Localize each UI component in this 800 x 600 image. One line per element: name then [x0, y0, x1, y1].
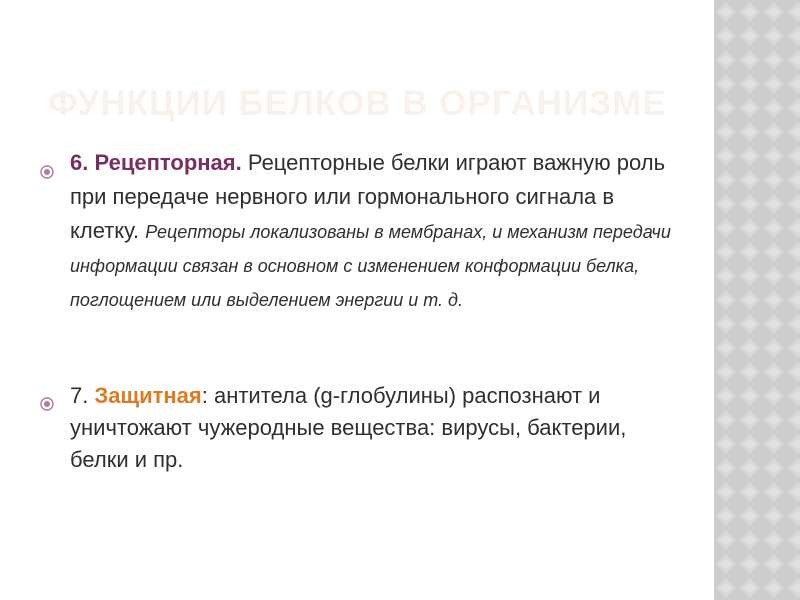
- item-keyword: Защитная: [94, 383, 202, 408]
- item-text: : антитела (g-глобулины) распознают и уничтожают чужеродные вещества: вирусы, бактерии, белки и пр.: [70, 383, 627, 472]
- circle-bullet-icon: [40, 387, 54, 401]
- item-number: 6.: [70, 150, 89, 175]
- item-italic-text: Рецепторы локализованы в мембранах, и механизм передачи информации связан в основном с изменением конформации белка, поглощением или выделением энергии и т. д.: [70, 222, 671, 310]
- decorative-sidebar: [714, 0, 800, 600]
- bullet-item-receptor: [46, 146, 686, 316]
- bullet-text: [70, 146, 686, 316]
- item-text: Рецепторные белки играют важную роль при передаче нервного или гормонального сигнала в клетку.: [70, 150, 666, 243]
- bullet-item-protective: [46, 380, 686, 476]
- bullet-text: [70, 380, 686, 476]
- item-keyword: Рецепторная.: [94, 150, 242, 175]
- circle-bullet-icon: [40, 155, 54, 169]
- slide-title: ФУНКЦИИ БЕЛКОВ В ОРГАНИЗМЕ: [48, 84, 667, 123]
- item-number: 7.: [70, 383, 89, 408]
